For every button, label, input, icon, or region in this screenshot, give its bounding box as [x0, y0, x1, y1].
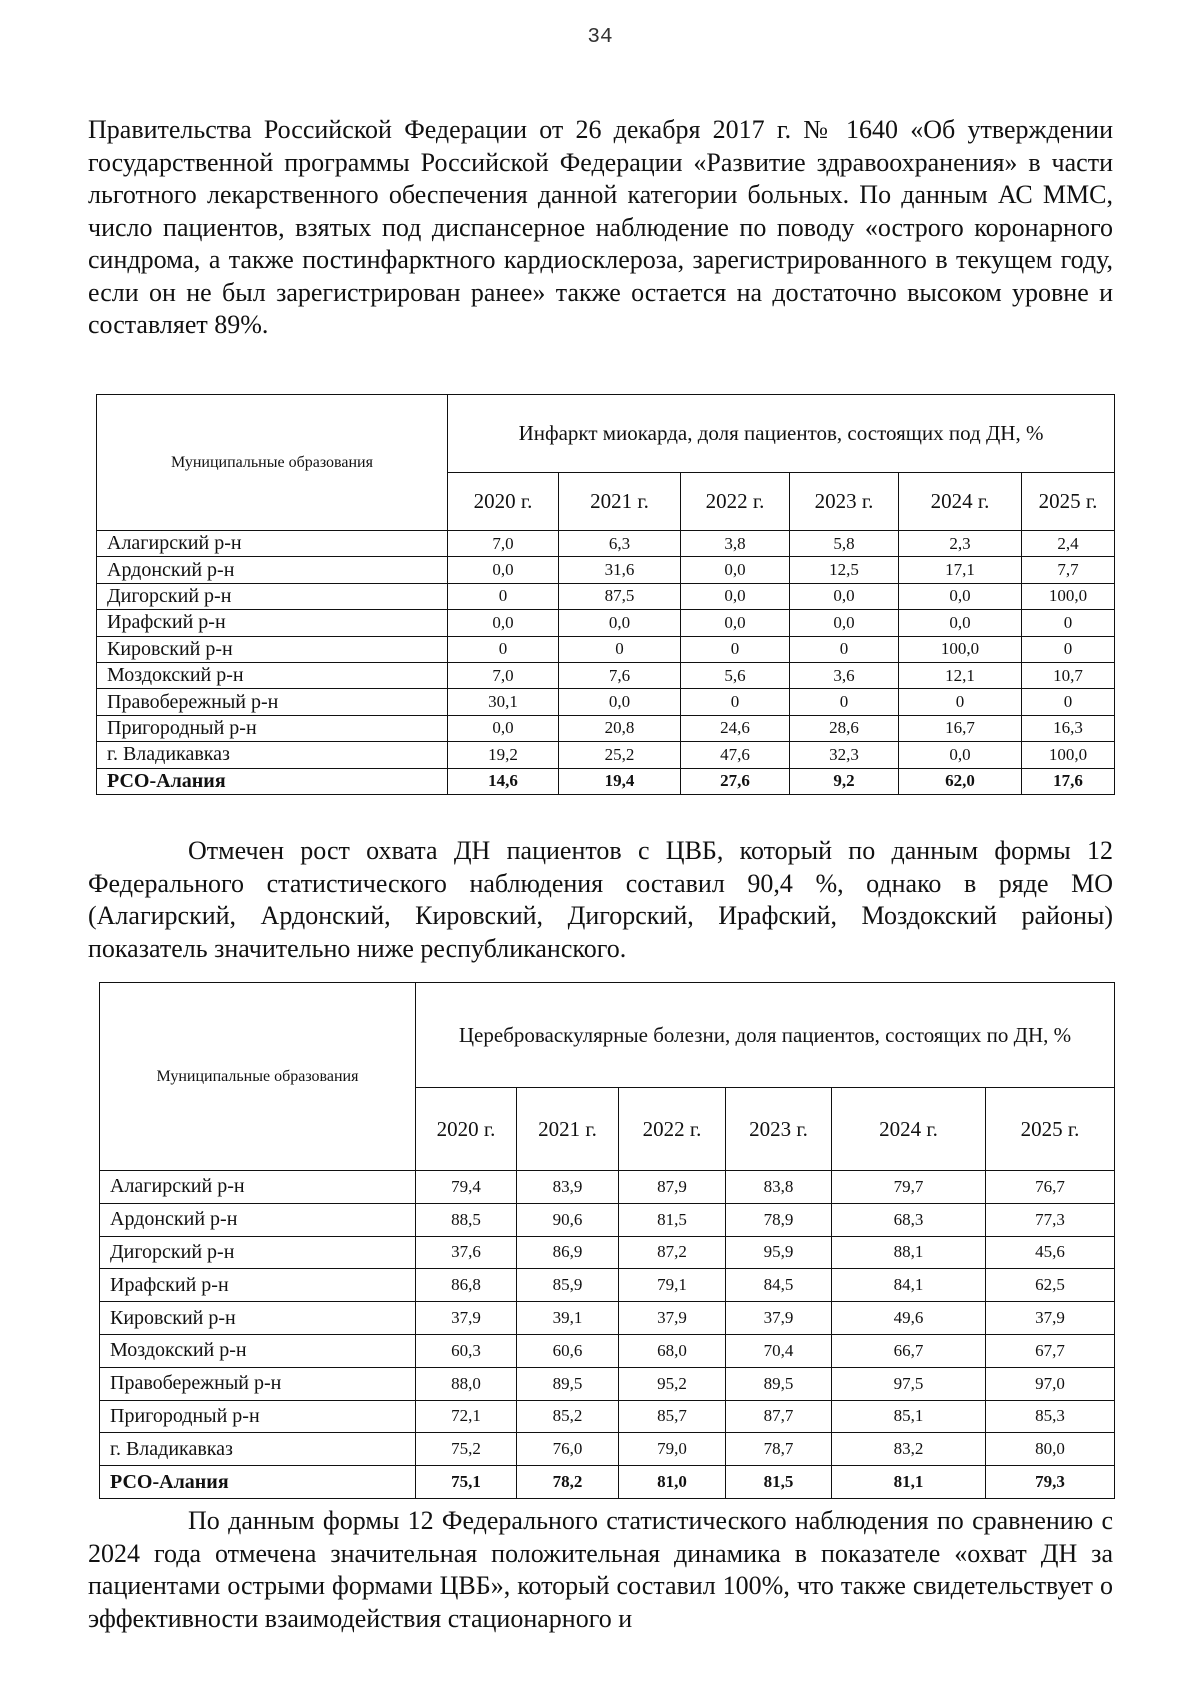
- value-cell: 100,0: [1022, 583, 1115, 609]
- value-cell: 37,9: [619, 1302, 726, 1335]
- municipality-name: Алагирский р-н: [97, 531, 448, 557]
- table-row: [100, 1367, 1115, 1400]
- value-cell: 7,0: [448, 531, 559, 557]
- value-cell: 2,4: [1022, 531, 1115, 557]
- value-cell: 67,7: [986, 1334, 1115, 1367]
- value-cell: 70,4: [726, 1334, 832, 1367]
- value-cell: 68,3: [832, 1203, 986, 1236]
- value-cell: 83,9: [517, 1171, 619, 1204]
- value-cell: 20,8: [559, 715, 681, 741]
- total-value-cell: 79,3: [986, 1466, 1115, 1499]
- municipality-name: Дигорский р-н: [100, 1236, 416, 1269]
- value-cell: 0,0: [559, 610, 681, 636]
- value-cell: 0,0: [681, 583, 790, 609]
- value-cell: 2,3: [899, 531, 1022, 557]
- municipality-name: г. Владикавказ: [100, 1433, 416, 1466]
- value-cell: 66,7: [832, 1334, 986, 1367]
- value-cell: 89,5: [726, 1367, 832, 1400]
- table-row: [97, 610, 1115, 636]
- table-row: [97, 689, 1115, 715]
- value-cell: 95,9: [726, 1236, 832, 1269]
- mo-column-header: Муниципальные образования: [97, 395, 448, 531]
- value-cell: 25,2: [559, 742, 681, 768]
- value-cell: 78,9: [726, 1203, 832, 1236]
- value-cell: 79,1: [619, 1269, 726, 1302]
- value-cell: 32,3: [790, 742, 899, 768]
- value-cell: 0: [790, 636, 899, 662]
- value-cell: 16,7: [899, 715, 1022, 741]
- total-row: [100, 1466, 1115, 1499]
- value-cell: 24,6: [681, 715, 790, 741]
- value-cell: 76,0: [517, 1433, 619, 1466]
- value-cell: 87,9: [619, 1171, 726, 1204]
- table-row: [97, 715, 1115, 741]
- table-row: [100, 1236, 1115, 1269]
- municipality-name: Правобережный р-н: [100, 1367, 416, 1400]
- value-cell: 80,0: [986, 1433, 1115, 1466]
- total-value-cell: 62,0: [899, 768, 1022, 794]
- table-row: [97, 742, 1115, 768]
- table-row: [100, 1334, 1115, 1367]
- mo-column-header: Муниципальные образования: [100, 983, 416, 1171]
- municipality-name: Моздокский р-н: [97, 662, 448, 688]
- value-cell: 0,0: [790, 610, 899, 636]
- value-cell: 7,6: [559, 662, 681, 688]
- value-cell: 45,6: [986, 1236, 1115, 1269]
- value-cell: 37,9: [416, 1302, 517, 1335]
- year-header: 2024 г.: [832, 1088, 986, 1171]
- value-cell: 79,7: [832, 1171, 986, 1204]
- table-row: [100, 1203, 1115, 1236]
- table-row: [100, 1269, 1115, 1302]
- value-cell: 0,0: [899, 742, 1022, 768]
- value-cell: 90,6: [517, 1203, 619, 1236]
- value-cell: 86,9: [517, 1236, 619, 1269]
- table-row: [97, 583, 1115, 609]
- value-cell: 83,2: [832, 1433, 986, 1466]
- total-value-cell: 81,0: [619, 1466, 726, 1499]
- year-header: 2023 г.: [790, 473, 899, 531]
- value-cell: 0,0: [448, 557, 559, 583]
- year-header: 2020 г.: [416, 1088, 517, 1171]
- value-cell: 62,5: [986, 1269, 1115, 1302]
- value-cell: 97,0: [986, 1367, 1115, 1400]
- value-cell: 3,8: [681, 531, 790, 557]
- total-value-cell: 75,1: [416, 1466, 517, 1499]
- municipality-name: г. Владикавказ: [97, 742, 448, 768]
- value-cell: 97,5: [832, 1367, 986, 1400]
- value-cell: 12,1: [899, 662, 1022, 688]
- value-cell: 83,8: [726, 1171, 832, 1204]
- municipality-name: Моздокский р-н: [100, 1334, 416, 1367]
- municipality-name: Ирафский р-н: [100, 1269, 416, 1302]
- value-cell: 100,0: [899, 636, 1022, 662]
- value-cell: 30,1: [448, 689, 559, 715]
- value-cell: 10,7: [1022, 662, 1115, 688]
- value-cell: 3,6: [790, 662, 899, 688]
- year-header: 2025 г.: [1022, 473, 1115, 531]
- table-row: [97, 531, 1115, 557]
- value-cell: 87,2: [619, 1236, 726, 1269]
- value-cell: 0,0: [899, 583, 1022, 609]
- year-header: 2021 г.: [559, 473, 681, 531]
- value-cell: 88,5: [416, 1203, 517, 1236]
- municipality-name: Ардонский р-н: [100, 1203, 416, 1236]
- year-header: 2024 г.: [899, 473, 1022, 531]
- paragraph-acute-cvd: По данным формы 12 Федерального статистического наблюдения по сравнению с 2024 года отмечена значительная положительная динамика в показателе «охват ДН за пациентами острыми формами ЦВБ», который составил 100%, что также свидетельствует о эффективности взаимодействия стационарного и: [88, 1506, 1113, 1633]
- header-row: [100, 983, 1115, 1088]
- year-header: 2021 г.: [517, 1088, 619, 1171]
- value-cell: 19,2: [448, 742, 559, 768]
- value-cell: 28,6: [790, 715, 899, 741]
- total-value-cell: 17,6: [1022, 768, 1115, 794]
- paragraph-cvd-coverage: Отмечен рост охвата ДН пациентов с ЦВБ, который по данным формы 12 Федерального статистического наблюдения составил 90,4 %, однако в ряде МО (Алагирский, Ардонский, Кировский, Дигорский, Ирафский, Моздокский районы) показатель значительно ниже республиканского.: [88, 836, 1113, 963]
- municipality-name: Кировский р-н: [97, 636, 448, 662]
- value-cell: 17,1: [899, 557, 1022, 583]
- table-row: [97, 636, 1115, 662]
- total-name: РСО-Алания: [97, 768, 448, 794]
- value-cell: 0: [790, 689, 899, 715]
- value-cell: 7,7: [1022, 557, 1115, 583]
- value-cell: 39,1: [517, 1302, 619, 1335]
- table-row: [100, 1400, 1115, 1433]
- table-row: [100, 1433, 1115, 1466]
- value-cell: 87,5: [559, 583, 681, 609]
- value-cell: 0: [1022, 610, 1115, 636]
- year-header: 2022 г.: [619, 1088, 726, 1171]
- value-cell: 7,0: [448, 662, 559, 688]
- header-row: [97, 395, 1115, 473]
- total-row: [97, 768, 1115, 794]
- value-cell: 0,0: [448, 715, 559, 741]
- value-cell: 100,0: [1022, 742, 1115, 768]
- municipality-name: Кировский р-н: [100, 1302, 416, 1335]
- value-cell: 0: [448, 583, 559, 609]
- table-title: Цереброваскулярные болезни, доля пациентов, состоящих по ДН, %: [416, 983, 1115, 1088]
- value-cell: 12,5: [790, 557, 899, 583]
- value-cell: 37,9: [986, 1302, 1115, 1335]
- municipality-name: Алагирский р-н: [100, 1171, 416, 1204]
- value-cell: 0,0: [681, 610, 790, 636]
- value-cell: 72,1: [416, 1400, 517, 1433]
- value-cell: 5,8: [790, 531, 899, 557]
- value-cell: 0,0: [899, 610, 1022, 636]
- table-myocardial-infarction: [96, 394, 1115, 795]
- value-cell: 0,0: [559, 689, 681, 715]
- table-title: Инфаркт миокарда, доля пациентов, состоящих под ДН, %: [448, 395, 1115, 473]
- value-cell: 6,3: [559, 531, 681, 557]
- value-cell: 85,7: [619, 1400, 726, 1433]
- municipality-name: Ардонский р-н: [97, 557, 448, 583]
- value-cell: 68,0: [619, 1334, 726, 1367]
- value-cell: 89,5: [517, 1367, 619, 1400]
- total-value-cell: 78,2: [517, 1466, 619, 1499]
- total-value-cell: 81,1: [832, 1466, 986, 1499]
- municipality-name: Ирафский р-н: [97, 610, 448, 636]
- value-cell: 60,6: [517, 1334, 619, 1367]
- value-cell: 75,2: [416, 1433, 517, 1466]
- value-cell: 0,0: [448, 610, 559, 636]
- value-cell: 49,6: [832, 1302, 986, 1335]
- value-cell: 84,5: [726, 1269, 832, 1302]
- value-cell: 84,1: [832, 1269, 986, 1302]
- year-header: 2025 г.: [986, 1088, 1115, 1171]
- value-cell: 88,0: [416, 1367, 517, 1400]
- total-name: РСО-Алания: [100, 1466, 416, 1499]
- year-header: 2023 г.: [726, 1088, 832, 1171]
- value-cell: 85,3: [986, 1400, 1115, 1433]
- total-value-cell: 19,4: [559, 768, 681, 794]
- value-cell: 16,3: [1022, 715, 1115, 741]
- value-cell: 0: [899, 689, 1022, 715]
- municipality-name: Правобережный р-н: [97, 689, 448, 715]
- paragraph-intro: Правительства Российской Федерации от 26 декабря 2017 г. № 1640 «Об утверждении государственной программы Российской Федерации «Развитие здравоохранения» в части льготного лекарственного обеспечения данной категории больных. По данным АС ММС, число пациентов, взятых под диспансерное наблюдение по поводу «острого коронарного синдрома, а также постинфарктного кардиосклероза, зарегистрированного в текущем году, если он не был зарегистрирован ранее» также остается на достаточно высоком уровне и составляет 89%.: [88, 115, 1113, 339]
- value-cell: 0: [1022, 689, 1115, 715]
- municipality-name: Дигорский р-н: [97, 583, 448, 609]
- value-cell: 5,6: [681, 662, 790, 688]
- value-cell: 76,7: [986, 1171, 1115, 1204]
- value-cell: 0,0: [681, 557, 790, 583]
- value-cell: 87,7: [726, 1400, 832, 1433]
- value-cell: 0: [1022, 636, 1115, 662]
- municipality-name: Пригородный р-н: [100, 1400, 416, 1433]
- total-value-cell: 81,5: [726, 1466, 832, 1499]
- value-cell: 60,3: [416, 1334, 517, 1367]
- total-value-cell: 9,2: [790, 768, 899, 794]
- value-cell: 47,6: [681, 742, 790, 768]
- value-cell: 0: [681, 636, 790, 662]
- value-cell: 37,9: [726, 1302, 832, 1335]
- value-cell: 78,7: [726, 1433, 832, 1466]
- table-row: [100, 1302, 1115, 1335]
- value-cell: 0: [559, 636, 681, 662]
- year-header: 2020 г.: [448, 473, 559, 531]
- value-cell: 37,6: [416, 1236, 517, 1269]
- municipality-name: Пригородный р-н: [97, 715, 448, 741]
- value-cell: 85,1: [832, 1400, 986, 1433]
- value-cell: 85,9: [517, 1269, 619, 1302]
- value-cell: 85,2: [517, 1400, 619, 1433]
- value-cell: 0: [681, 689, 790, 715]
- value-cell: 31,6: [559, 557, 681, 583]
- value-cell: 88,1: [832, 1236, 986, 1269]
- total-value-cell: 27,6: [681, 768, 790, 794]
- value-cell: 0,0: [790, 583, 899, 609]
- total-value-cell: 14,6: [448, 768, 559, 794]
- value-cell: 86,8: [416, 1269, 517, 1302]
- table-row: [100, 1171, 1115, 1204]
- value-cell: 95,2: [619, 1367, 726, 1400]
- table-row: [97, 557, 1115, 583]
- value-cell: 81,5: [619, 1203, 726, 1236]
- value-cell: 79,0: [619, 1433, 726, 1466]
- page-number: 34: [587, 26, 613, 49]
- value-cell: 0: [448, 636, 559, 662]
- table-cerebrovascular: [99, 982, 1115, 1499]
- year-header: 2022 г.: [681, 473, 790, 531]
- table-row: [97, 662, 1115, 688]
- value-cell: 79,4: [416, 1171, 517, 1204]
- value-cell: 77,3: [986, 1203, 1115, 1236]
